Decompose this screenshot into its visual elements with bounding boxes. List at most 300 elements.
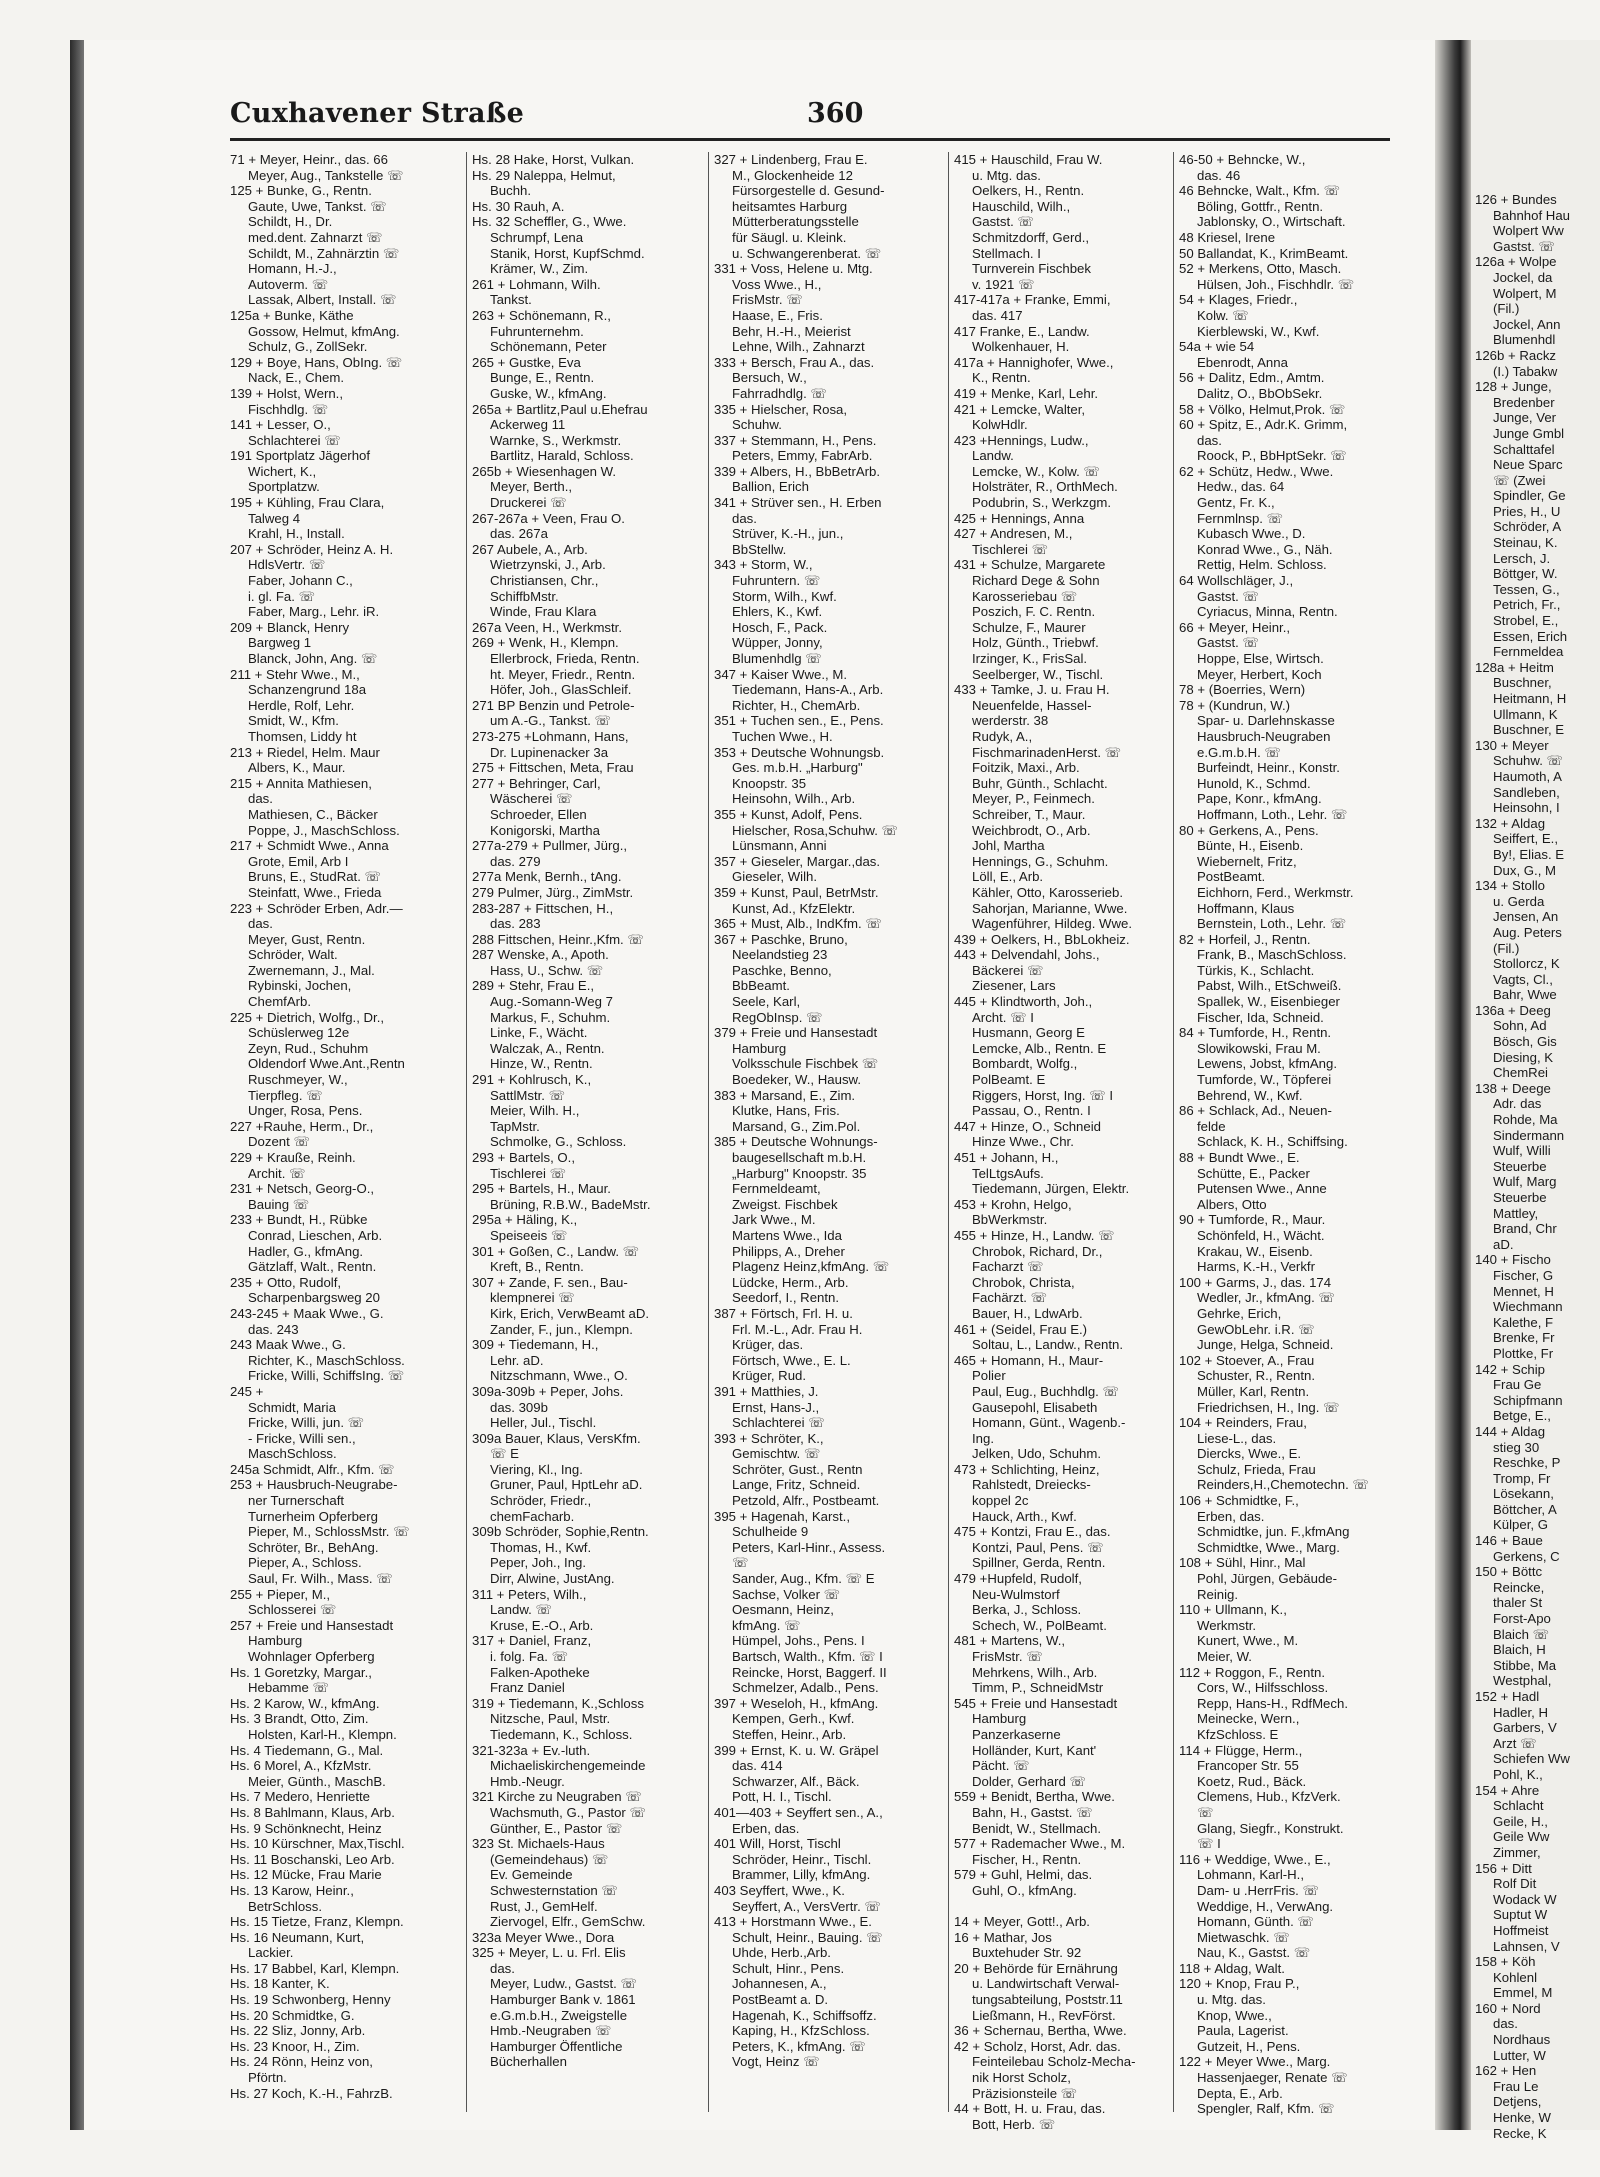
directory-entry-line: Volksschule Fischbek ☏ bbox=[732, 1056, 879, 1072]
directory-entry-line: 427 + Andresen, M., bbox=[954, 526, 1073, 542]
directory-entry-line: 577 + Rademacher Wwe., M. bbox=[954, 1836, 1126, 1852]
directory-entry-line: Hennings, G., Schuhm. bbox=[972, 853, 1109, 869]
directory-entry-line: Hoppe, Else, Wirtsch. bbox=[1197, 651, 1324, 666]
directory-entry-line: Pohl, Jürgen, Gebäude- bbox=[1197, 1571, 1338, 1587]
directory-entry-line: Tischlerei ☏ bbox=[490, 1165, 567, 1181]
directory-entry-line: Erben, das. bbox=[732, 1820, 800, 1836]
directory-entry-line: 223 + Schröder Erben, Adr.— bbox=[230, 900, 403, 916]
directory-entry-line: Gastst. ☏ bbox=[1197, 635, 1259, 651]
directory-entry-line: 421 + Lemcke, Walter, bbox=[954, 401, 1086, 417]
directory-entry-line: Wolpert Ww bbox=[1493, 223, 1564, 239]
directory-entry-line: das. 46 bbox=[1197, 167, 1241, 183]
directory-entry-line: Wolpert, M bbox=[1493, 285, 1557, 301]
directory-entry-line: Müller, Karl, Rentn. bbox=[1197, 1383, 1310, 1399]
directory-entry-line: Konrad Wwe., G., Näh. bbox=[1197, 541, 1333, 557]
directory-entry-line: Seiffert, E., bbox=[1493, 831, 1558, 847]
directory-entry-line: Junge Gmbl bbox=[1493, 425, 1565, 441]
directory-entry-line: Hs. 32 Scheffler, G., Wwe. bbox=[472, 214, 627, 230]
directory-entry-line: 335 + Hielscher, Rosa, bbox=[714, 401, 848, 417]
directory-entry-line: Nordhaus bbox=[1493, 2032, 1551, 2048]
directory-entry-line: 90 + Tumforde, R., Maur. bbox=[1179, 1212, 1326, 1228]
directory-entry-line: Archt. ☏ I bbox=[972, 1009, 1034, 1025]
directory-entry-line: 283-287 + Fittschen, H., bbox=[472, 900, 614, 916]
directory-entry-line: BbWerkmstr. bbox=[972, 1212, 1048, 1228]
directory-entry-line: Wolkenhauer, H. bbox=[972, 339, 1070, 355]
directory-entry-line: 217 + Schmidt Wwe., Anna bbox=[230, 838, 389, 854]
directory-entry-line: Schreiber, T., Maur. bbox=[972, 806, 1086, 822]
directory-entry-line: Gerkens, C bbox=[1493, 1548, 1560, 1564]
directory-entry-line: Haase, E., Fris. bbox=[732, 307, 823, 323]
directory-entry-line: Holländer, Kurt, Kant' bbox=[972, 1742, 1097, 1758]
directory-entry-line: das. 267a bbox=[490, 526, 548, 542]
directory-entry-line: 401—403 + Seyffert sen., A., bbox=[714, 1804, 883, 1820]
directory-entry-line: Tessen, G., bbox=[1493, 581, 1560, 597]
directory-entry-line: Schlachterei ☏ bbox=[248, 432, 341, 448]
directory-entry-line: Schuhw. bbox=[732, 417, 782, 433]
directory-entry-line: thaler St bbox=[1493, 1595, 1543, 1611]
directory-entry-line: 267a Veen, H., Werkmstr. bbox=[472, 619, 623, 635]
directory-entry-line: 162 + Hen bbox=[1475, 2063, 1537, 2079]
directory-entry-line: Fachärzt. ☏ bbox=[972, 1290, 1048, 1306]
directory-entry-line: 331 + Voss, Helene u. Mtg. bbox=[714, 261, 873, 277]
directory-entry-line: Ev. Gemeinde bbox=[490, 1867, 573, 1883]
directory-entry-line: u. Mtg. das. bbox=[1197, 1992, 1266, 2008]
directory-entry-line: 56 + Dalitz, Edm., Amtm. bbox=[1179, 370, 1325, 386]
directory-entry-line: Hamburg bbox=[972, 1711, 1027, 1727]
directory-entry-line: das. 417 bbox=[972, 307, 1023, 323]
directory-entry-line: Neuenfelde, Hassel- bbox=[972, 697, 1092, 713]
directory-entry-line: Hadler, G., kfmAng. bbox=[248, 1243, 364, 1259]
directory-entry-line: Chrobok, Richard, Dr., bbox=[972, 1243, 1103, 1259]
directory-entry-line: Albers, K., Maur. bbox=[248, 760, 346, 776]
directory-entry-line: Turnerheim Opferberg bbox=[248, 1508, 378, 1524]
directory-entry-line: Bücherhallen bbox=[490, 2054, 567, 2070]
directory-entry-line: Bösch, Gis bbox=[1493, 1034, 1557, 1050]
directory-entry-line: Krüger, Rud. bbox=[732, 1368, 807, 1384]
directory-entry-line: Ullmann, K bbox=[1493, 706, 1558, 722]
directory-entry-line: ☏ (Zwei bbox=[1493, 472, 1546, 488]
directory-entry-line: Hs. 7 Medero, Henriette bbox=[230, 1789, 370, 1805]
directory-entry-line: Wäscherei ☏ bbox=[490, 791, 573, 807]
directory-entry-line: 399 + Ernst, K. u. W. Gräpel bbox=[714, 1742, 879, 1758]
directory-entry-line: 383 + Marsand, E., Zim. bbox=[714, 1087, 856, 1103]
directory-entry-line: 311 + Peters, Wilh., bbox=[472, 1586, 587, 1602]
directory-entry-line: 273-275 +Lohmann, Hans, bbox=[472, 728, 629, 744]
directory-entry-line: Paula, Lagerist. bbox=[1197, 2023, 1289, 2039]
directory-entry-line: 309 + Tiedemann, H., bbox=[472, 1337, 599, 1353]
directory-entry-line: Hülsen, Joh., Fischhdlr. ☏ bbox=[1197, 276, 1355, 292]
directory-entry-line: Gentz, Fr. K., bbox=[1197, 495, 1275, 511]
directory-entry-line: Plottke, Fr bbox=[1493, 1345, 1554, 1361]
directory-entry-line: Schröder, Walt. bbox=[248, 947, 338, 963]
directory-entry-line: Essen, Erich bbox=[1493, 628, 1568, 644]
directory-entry-line: Irzinger, K., FrisSal. bbox=[972, 651, 1088, 666]
directory-entry-line: Fischer, Ida, Schneid. bbox=[1197, 1009, 1324, 1025]
directory-entry-line: 277a Menk, Bernh., tAng. bbox=[472, 869, 622, 885]
directory-entry-line: Koetz, Rud., Bäck. bbox=[1197, 1773, 1307, 1789]
directory-entry-line: Gastst. ☏ bbox=[1493, 238, 1555, 254]
directory-entry-line: 277 + Behringer, Carl, bbox=[472, 775, 601, 791]
directory-entry-line: Stibbe, Ma bbox=[1493, 1657, 1557, 1673]
directory-entry-line: Lackier. bbox=[248, 1945, 294, 1961]
directory-entry-line: Hs. 9 Schönknecht, Heinz bbox=[230, 1820, 382, 1836]
directory-entry-line: Kubasch Wwe., D. bbox=[1197, 526, 1306, 542]
directory-entry-line: Kolw. ☏ bbox=[1197, 307, 1249, 323]
directory-entry-line: Meinecke, Wern., bbox=[1197, 1711, 1300, 1727]
directory-entry-line: Hs. 15 Tietze, Franz, Klempn. bbox=[230, 1914, 404, 1930]
directory-entry-line: Wodack W bbox=[1493, 1891, 1557, 1907]
directory-entry-line: Gutzeit, H., Pens. bbox=[1197, 2038, 1301, 2054]
directory-entry-line: Homann, Günt., Wagenb.- bbox=[972, 1415, 1126, 1431]
directory-entry-line: Hs. 30 Rauh, A. bbox=[472, 198, 565, 214]
directory-entry-line: Gastst. ☏ bbox=[972, 214, 1034, 230]
directory-entry-line: Blanck, John, Ang. ☏ bbox=[248, 651, 378, 666]
directory-entry-line: Hoffmeist bbox=[1493, 1922, 1549, 1938]
directory-entry-line: 261 + Lohmann, Wilh. bbox=[472, 276, 601, 292]
column-3 bbox=[714, 152, 946, 2112]
directory-entry-line: 195 + Kühling, Frau Clara, bbox=[230, 495, 385, 511]
directory-entry-line: Wichert, K., bbox=[248, 463, 317, 479]
directory-entry-line: Frl. M.-L., Adr. Frau H. bbox=[732, 1321, 863, 1337]
directory-entry-line: Spallek, W., Eisenbieger bbox=[1197, 994, 1340, 1010]
directory-entry-line: 431 + Schulze, Margarete bbox=[954, 557, 1106, 573]
directory-entry-line: Reschke, P bbox=[1493, 1455, 1561, 1471]
directory-entry-line: Fernmeldeamt, bbox=[732, 1181, 821, 1197]
directory-entry-line: 110 + Ullmann, K., bbox=[1179, 1602, 1287, 1618]
directory-entry-line: 321-323a + Ev.-luth. bbox=[472, 1742, 591, 1758]
directory-entry-line: 207 + Schröder, Heinz A. H. bbox=[230, 541, 394, 557]
directory-entry-line: Bahnhof Hau bbox=[1493, 207, 1570, 223]
directory-entry-line: Hs. 19 Schwonberg, Henny bbox=[230, 1992, 391, 2008]
directory-entry-line: 139 + Holst, Wern., bbox=[230, 385, 344, 401]
directory-entry-line: 319 + Tiedemann, K.,Schloss bbox=[472, 1695, 644, 1711]
column-divider bbox=[708, 152, 709, 2112]
directory-entry-line: 545 + Freie und Hansestadt bbox=[954, 1695, 1118, 1711]
directory-entry-line: Meyer, Herbert, Koch bbox=[1197, 666, 1322, 682]
directory-entry-line: 156 + Ditt bbox=[1475, 1860, 1532, 1876]
directory-entry-line: Hs. 16 Neumann, Kurt, bbox=[230, 1929, 365, 1945]
directory-entry-line: Bartsch, Walth., Kfm. ☏ I bbox=[732, 1649, 883, 1664]
directory-entry-line: Sachse, Volker ☏ bbox=[732, 1586, 841, 1602]
directory-entry-line: 385 + Deutsche Wohnungs- bbox=[714, 1134, 878, 1150]
directory-entry-line: 71 + Meyer, Heinr., das. 66 bbox=[230, 152, 388, 167]
directory-entry-line: Arzt ☏ bbox=[1493, 1735, 1537, 1751]
directory-entry-line bbox=[954, 1899, 1171, 1915]
directory-entry-line: 235 + Otto, Rudolf, bbox=[230, 1274, 342, 1290]
directory-entry-line: (Fil.) bbox=[1493, 301, 1520, 317]
directory-entry-line: Panzerkaserne bbox=[972, 1726, 1061, 1742]
directory-entry-line: Gossow, Helmut, kfmAng. bbox=[248, 323, 400, 339]
directory-entry-line: Lassak, Albert, Install. ☏ bbox=[248, 292, 397, 308]
directory-entry-line: Wüpper, Jonny, bbox=[732, 635, 823, 651]
directory-entry-line: Junge, Helga, Schneid. bbox=[1197, 1337, 1334, 1353]
directory-entry-line: Uhde, Herb.,Arb. bbox=[732, 1945, 831, 1961]
directory-entry-line: (Gemeindehaus) ☏ bbox=[490, 1851, 609, 1867]
directory-entry-line: Holsten, Karl-H., Klempn. bbox=[248, 1726, 397, 1742]
directory-entry-line: 365 + Must, Alb., IndKfm. ☏ bbox=[714, 916, 882, 932]
street-title: Cuxhavener Straße bbox=[230, 98, 525, 129]
directory-entry-line: Glang, Siegfr., Konstrukt. bbox=[1197, 1820, 1344, 1836]
directory-entry-line: 20 + Behörde für Ernährung bbox=[954, 1960, 1118, 1976]
directory-entry-line: Kirk, Erich, VerwBeamt aD. bbox=[490, 1305, 650, 1321]
directory-entry-line: 395 + Hagenah, Karst., bbox=[714, 1508, 850, 1524]
directory-entry-line: Wohnlager Opferberg bbox=[248, 1649, 375, 1664]
directory-entry-line: Schrumpf, Lena bbox=[490, 229, 584, 245]
directory-entry-line: Schwarzer, Alf., Bäck. bbox=[732, 1773, 860, 1789]
directory-entry-line: Wachsmuth, G., Pastor ☏ bbox=[490, 1804, 646, 1820]
directory-entry-line: Seedorf, I., Rentn. bbox=[732, 1290, 840, 1306]
directory-entry-line: 84 + Tumforde, H., Rentn. bbox=[1179, 1025, 1332, 1041]
directory-entry-line: Meier, W. bbox=[1197, 1649, 1252, 1664]
directory-entry-line: Nitzsche, Paul, Mstr. bbox=[490, 1711, 611, 1727]
directory-entry-line: GewObLehr. i.R. ☏ bbox=[1197, 1321, 1315, 1337]
directory-entry-line: Petrich, Fr., bbox=[1493, 597, 1561, 613]
directory-entry-line: Vogt, Heinz ☏ bbox=[732, 2054, 820, 2070]
directory-entry-line: Bäckerei ☏ bbox=[972, 962, 1044, 978]
directory-entry-line: Heller, Jul., Tischl. bbox=[490, 1415, 597, 1431]
directory-entry-line: Hs. 12 Mücke, Frau Marie bbox=[230, 1867, 382, 1883]
directory-entry-line: Jark Wwe., M. bbox=[732, 1212, 816, 1228]
directory-entry-line: heitsamtes Harburg bbox=[732, 198, 848, 214]
directory-entry-line: Külper, G bbox=[1493, 1517, 1548, 1533]
directory-entry-line: das. 283 bbox=[490, 916, 541, 932]
directory-entry-line: Kunst, Ad., KfzElektr. bbox=[732, 900, 856, 916]
directory-entry-line: 255 + Pieper, M., bbox=[230, 1586, 331, 1602]
directory-entry-line: Winde, Frau Klara bbox=[490, 604, 597, 620]
directory-entry-line: Schlosserei ☏ bbox=[248, 1602, 337, 1618]
directory-entry-line: Kruse, E.-O., Arb. bbox=[490, 1617, 594, 1633]
directory-entry-line: Lehne, Wilh., Zahnarzt bbox=[732, 339, 865, 355]
directory-entry-line: Aug. Peters bbox=[1493, 924, 1562, 940]
directory-entry-line: Strobel, E., bbox=[1493, 613, 1559, 629]
directory-entry-line: med.dent. Zahnarzt ☏ bbox=[248, 229, 383, 245]
directory-entry-line: 289 + Stehr, Frau E., bbox=[472, 978, 595, 994]
directory-entry-line: PostBeamt a. D. bbox=[732, 1992, 829, 2008]
directory-entry-line: Schildt, H., Dr. bbox=[248, 214, 333, 230]
directory-entry-line: Unger, Rosa, Pens. bbox=[248, 1103, 363, 1119]
directory-entry-line: SattlMstr. ☏ bbox=[490, 1087, 566, 1103]
directory-entry-line: Schütte, E., Packer bbox=[1197, 1165, 1310, 1181]
directory-entry-line: Marsand, G., Zim.Pol. bbox=[732, 1118, 861, 1134]
directory-entry-line: Meyer, P., Feinmech. bbox=[972, 791, 1095, 807]
directory-entry-line: Sandleben, bbox=[1493, 784, 1560, 800]
directory-entry-line: 269 + Wenk, H., Klempn. bbox=[472, 635, 619, 651]
directory-entry-line: Pohl, K., bbox=[1493, 1766, 1543, 1782]
directory-entry-line: ☏ I bbox=[1197, 1836, 1221, 1852]
directory-entry-line: Peters, K., kfmAng. ☏ bbox=[732, 2038, 866, 2054]
directory-entry-line: Kempen, Gerh., Kwf. bbox=[732, 1711, 855, 1727]
directory-entry-line: Hs. 3 Brandt, Otto, Zim. bbox=[230, 1711, 369, 1727]
directory-entry-line: Facharzt ☏ bbox=[972, 1259, 1044, 1275]
directory-entry-line: Hedw., das. 64 bbox=[1197, 479, 1285, 495]
directory-entry-line: Schlacht bbox=[1493, 1798, 1544, 1814]
directory-entry-line: nik Horst Scholz, bbox=[972, 2070, 1071, 2086]
directory-entry-line: Tuchen Wwe., H. bbox=[732, 728, 833, 744]
directory-entry-line: Lahnsen, V bbox=[1493, 1938, 1560, 1954]
directory-entry-line: Hs. 6 Morel, A., KfzMstr. bbox=[230, 1758, 372, 1774]
directory-entry-line: Spindler, Ge bbox=[1493, 488, 1566, 504]
directory-entry-line: Wietrzynski, J., Arb. bbox=[490, 557, 606, 573]
directory-entry-line: Christiansen, Chr., bbox=[490, 573, 599, 589]
directory-entry-line: Landw. bbox=[972, 448, 1014, 464]
directory-entry-line: 443 + Delvendahl, Johs., bbox=[954, 947, 1100, 963]
directory-entry-line: u. Gerda bbox=[1493, 893, 1545, 909]
directory-entry-line: 227 +Rauhe, Herm., Dr., bbox=[230, 1118, 374, 1134]
directory-entry-line: Kierblewski, W., Kwf. bbox=[1197, 323, 1320, 339]
directory-entry-line: Riggers, Horst, Ing. ☏ I bbox=[972, 1087, 1114, 1103]
directory-entry-line: Schüslerweg 12e bbox=[248, 1025, 350, 1041]
directory-entry-line: 417a + Hannighofer, Wwe., bbox=[954, 354, 1114, 370]
directory-entry-line: Wedler, Jr., kfmAng. ☏ bbox=[1197, 1290, 1335, 1306]
column-2 bbox=[472, 152, 705, 2112]
directory-entry-line: 293 + Bartels, O., bbox=[472, 1150, 575, 1165]
directory-entry-line: Schwesternstation ☏ bbox=[490, 1882, 618, 1898]
directory-entry-line: Harms, K.-H., Verkfr bbox=[1197, 1259, 1315, 1275]
directory-entry-line: Lohmann, Karl-H., bbox=[1197, 1867, 1305, 1883]
directory-entry-line: Lersch, J. bbox=[1493, 550, 1551, 566]
directory-entry-line: Krämer, W., Zim. bbox=[490, 261, 589, 277]
directory-entry-line: Druckerei ☏ bbox=[490, 495, 567, 511]
directory-entry-line: Linke, F., Wächt. bbox=[490, 1025, 588, 1041]
directory-entry-line: Meyer, Berth., bbox=[490, 479, 573, 495]
directory-entry-line: Homann, H.-J., bbox=[248, 261, 337, 277]
directory-entry-line: 325 + Meyer, L. u. Frl. Elis bbox=[472, 1945, 626, 1961]
directory-entry-line: 108 + Sühl, Hinr., Mal bbox=[1179, 1555, 1306, 1571]
directory-entry-line: M., Glockenheide 12 bbox=[732, 167, 853, 183]
directory-entry-line: Hs. 18 Kanter, K. bbox=[230, 1976, 330, 1992]
directory-entry-line: Westphal, bbox=[1493, 1673, 1552, 1689]
book-left-edge bbox=[70, 40, 84, 2130]
directory-entry-line: Günther, E., Pastor ☏ bbox=[490, 1820, 623, 1836]
directory-entry-line: Clemens, Hub., KfzVerk. bbox=[1197, 1789, 1341, 1805]
directory-entry-line: Suptut W bbox=[1493, 1907, 1548, 1923]
directory-entry-line: FrisMstr. ☏ bbox=[732, 292, 803, 308]
directory-entry-line: Reincke, bbox=[1493, 1579, 1545, 1595]
directory-entry-line: Richter, K., MaschSchloss. bbox=[248, 1352, 405, 1368]
directory-entry-line: Hs. 8 Bahlmann, Klaus, Arb. bbox=[230, 1804, 395, 1820]
directory-entry-line: Paschke, Benno, bbox=[732, 962, 832, 978]
directory-entry-line: 393 + Schröter, K., bbox=[714, 1430, 824, 1446]
directory-entry-line: i. folg. Fa. ☏ bbox=[490, 1649, 569, 1664]
directory-entry-line: 465 + Homann, H., Maur- bbox=[954, 1352, 1104, 1368]
directory-entry-line: 425 + Hennings, Anna bbox=[954, 510, 1085, 526]
directory-entry-line: 44 + Bott, H. u. Frau, das. bbox=[954, 2101, 1106, 2117]
directory-entry-line: Hunold, K., Schmd. bbox=[1197, 775, 1311, 791]
directory-entry-line: Repp, Hans-H., RdfMech. bbox=[1197, 1695, 1348, 1711]
directory-entry-line: chemFacharb. bbox=[490, 1508, 575, 1524]
directory-entry-line: ☏ bbox=[1197, 1804, 1214, 1820]
directory-entry-line: Zander, F., jun., Klempn. bbox=[490, 1321, 633, 1337]
directory-entry-line: 100 + Garms, J., das. 174 bbox=[1179, 1274, 1332, 1290]
directory-entry-line: Dozent ☏ bbox=[248, 1134, 310, 1150]
directory-entry-line: 78 + (Kundrun, W.) bbox=[1179, 697, 1291, 713]
directory-entry-line: Hs. 4 Tiedemann, G., Mal. bbox=[230, 1742, 384, 1758]
directory-entry-line: Frau Le bbox=[1493, 2078, 1539, 2094]
directory-entry-line: ht. Meyer, Friedr., Rentn. bbox=[490, 666, 636, 682]
directory-entry-line: Schröder, Heinr., Tischl. bbox=[732, 1851, 872, 1867]
directory-entry-line: Brand, Chr bbox=[1493, 1221, 1557, 1237]
directory-entry-line: Zeyn, Rud., Schuhm bbox=[248, 1040, 369, 1056]
directory-entry-line: Burfeindt, Heinr., Konstr. bbox=[1197, 760, 1340, 776]
directory-entry-line: 78 + (Boerries, Wern) bbox=[1179, 682, 1306, 698]
directory-entry-line: Meyer, Gust, Rentn. bbox=[248, 931, 366, 947]
directory-entry-line: Conrad, Lieschen, Arb. bbox=[248, 1227, 383, 1243]
directory-entry-line: Hoffmann, Loth., Lehr. ☏ bbox=[1197, 806, 1348, 822]
directory-entry-line: Hs. 28 Hake, Horst, Vulkan. bbox=[472, 152, 635, 167]
directory-entry-line: Diesing, K bbox=[1493, 1049, 1554, 1065]
next-page-fragment bbox=[1471, 40, 1600, 2141]
directory-entry-line: 36 + Schernau, Bertha, Wwe. bbox=[954, 2023, 1127, 2039]
directory-entry-line: Meyer, Ludw., Gastst. ☏ bbox=[490, 1976, 637, 1992]
directory-entry-line: 142 + Schip bbox=[1475, 1361, 1546, 1377]
directory-entry-line: Behr, H.-H., Meierist bbox=[732, 323, 851, 339]
directory-entry-line: 140 + Fischo bbox=[1475, 1252, 1551, 1268]
directory-entry-line: Fürsorgestelle d. Gesund- bbox=[732, 183, 885, 199]
directory-entry-line: KolwHdlr. bbox=[972, 417, 1028, 433]
directory-entry-line: Behrend, W., Kwf. bbox=[1197, 1087, 1303, 1103]
directory-entry-line: Buchh. bbox=[490, 183, 532, 199]
directory-entry-line: 141 + Lesser, O., bbox=[230, 417, 331, 433]
directory-entry-line: Hamburger Öffentliche bbox=[490, 2038, 623, 2054]
directory-entry-line: 401 Will, Horst, Tischl bbox=[714, 1836, 841, 1852]
directory-entry-line: Hs. 1 Goretzky, Margar., bbox=[230, 1664, 372, 1680]
directory-entry-line: Rettig, Helm. Schloss. bbox=[1197, 557, 1327, 573]
directory-entry-line: Poszich, F. C. Rentn. bbox=[972, 604, 1096, 620]
directory-entry-line: Paul, Eug., Buchhdlg. ☏ bbox=[972, 1383, 1119, 1399]
directory-entry-line: 343 + Storm, W., bbox=[714, 557, 813, 573]
directory-entry-line: 136a + Deeg bbox=[1475, 1002, 1551, 1018]
directory-entry-line: 391 + Matthies, J. bbox=[714, 1383, 819, 1399]
directory-entry-line: Kunert, Wwe., M. bbox=[1197, 1633, 1299, 1649]
directory-entry-line: Michaeliskirchengemeinde bbox=[490, 1758, 646, 1774]
directory-entry-line: 54 + Klages, Friedr., bbox=[1179, 292, 1298, 308]
directory-entry-line: 215 + Annita Mathiesen, bbox=[230, 775, 372, 791]
directory-entry-line: Haumoth, A bbox=[1493, 768, 1562, 784]
directory-entry-line: Recke, K bbox=[1493, 2125, 1547, 2141]
directory-entry-line: 243-245 + Maak Wwe., G. bbox=[230, 1305, 384, 1321]
directory-entry-line: Hauschild, Wilh., bbox=[972, 198, 1071, 214]
directory-entry-line: 229 + Krauße, Reinh. bbox=[230, 1150, 356, 1165]
directory-entry-line: BbBeamt. bbox=[732, 978, 790, 994]
directory-entry-line: Landw. ☏ bbox=[490, 1602, 552, 1618]
directory-entry-line: Böttcher, A bbox=[1493, 1501, 1557, 1517]
directory-entry-line: Hinze Wwe., Chr. bbox=[972, 1134, 1074, 1150]
directory-entry-line: Franz Daniel bbox=[490, 1680, 565, 1696]
directory-entry-line: 16 + Mathar, Jos bbox=[954, 1929, 1052, 1945]
directory-entry-line: 88 + Bundt Wwe., E. bbox=[1179, 1150, 1300, 1165]
directory-entry-line: Hausbruch-Neugraben bbox=[1197, 728, 1331, 744]
directory-entry-line: ChemfArb. bbox=[248, 994, 312, 1010]
directory-entry-line: Krakau, W., Eisenb. bbox=[1197, 1243, 1313, 1259]
directory-entry-line: Mietwaschk. ☏ bbox=[1197, 1929, 1290, 1945]
directory-entry-line: 134 + Stollo bbox=[1475, 878, 1546, 894]
directory-entry-line: Steuerbe bbox=[1493, 1158, 1547, 1174]
directory-entry-line: 309b Schröder, Sophie,Rentn. bbox=[472, 1524, 649, 1540]
directory-entry-line: 317 + Daniel, Franz, bbox=[472, 1633, 592, 1649]
directory-entry-line: 279 Pulmer, Jürg., ZimMstr. bbox=[472, 884, 634, 900]
directory-entry-line: Fischer, G bbox=[1493, 1267, 1554, 1283]
directory-entry-line: Albers, Otto bbox=[1197, 1196, 1267, 1212]
directory-entry-line: 337 + Stemmann, H., Pens. bbox=[714, 432, 877, 448]
directory-entry-line: Heinsohn, Wilh., Arb. bbox=[732, 791, 856, 807]
directory-entry-line: Bahn, H., Gastst. ☏ bbox=[972, 1804, 1093, 1820]
directory-entry-line: i. gl. Fa. ☏ bbox=[248, 588, 316, 604]
directory-entry-line: Thomas, H., Kwf. bbox=[490, 1539, 592, 1555]
directory-entry-line: das. 279 bbox=[490, 853, 541, 869]
directory-entry-line: Krüger, das. bbox=[732, 1337, 804, 1353]
directory-entry-line: 265b + Wiesenhagen W. bbox=[472, 463, 617, 479]
directory-entry-line: 54a + wie 54 bbox=[1179, 339, 1255, 355]
